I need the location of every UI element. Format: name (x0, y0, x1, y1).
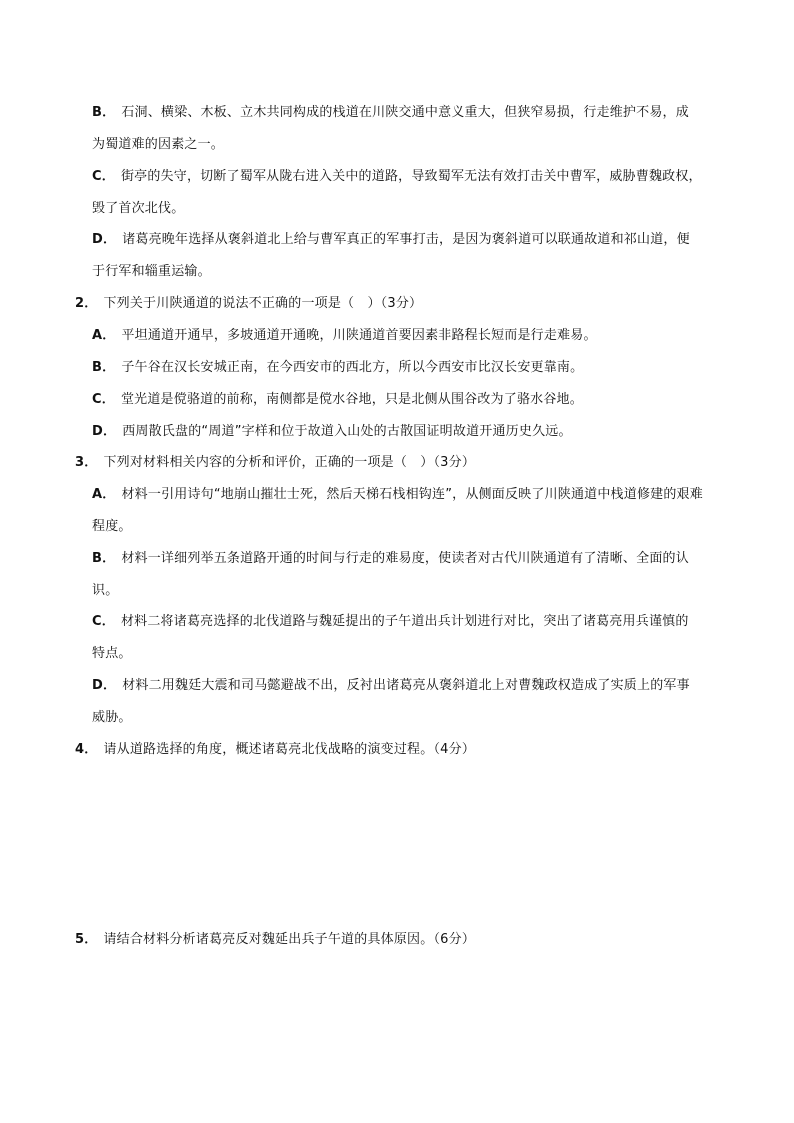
q3-option-a-line-1 (92, 486, 703, 504)
prev-option-d-line-1 (92, 231, 690, 249)
question-5-stem (75, 931, 475, 949)
option-text: 材料二用魏廷大震和司马懿避战不出，反衬出诸葛亮从褒斜道北上对曹魏政权造成了实质上的军事 (122, 678, 690, 693)
option-label: D． (92, 424, 117, 439)
option-label: C． (92, 392, 115, 407)
question-text: 下列对材料相关内容的分析和评价，正确的一项是（ ）（3分） (103, 455, 476, 470)
question-text: 请从道路选择的角度，概述诸葛亮北伐战略的演变过程。（4分） (103, 742, 476, 757)
option-text: 石洞、横梁、木板、立木共同构成的栈道在川陕交通中意义重大，但狭窄易损，行走维护不易，成 (121, 105, 689, 120)
q3-option-d-line-2: 威胁。 (92, 710, 132, 725)
q3-option-c-line-2: 特点。 (92, 646, 132, 661)
option-label: B． (92, 551, 116, 566)
prev-option-b-line-2: 为蜀道难的因素之一。 (92, 137, 225, 152)
question-number: 3． (75, 455, 98, 470)
option-label: B． (92, 105, 116, 120)
q3-option-b-line-2: 识。 (92, 583, 119, 598)
q3-option-c-line-1 (92, 613, 689, 631)
prev-option-b-line-1 (92, 104, 689, 122)
q2-option-c (92, 391, 583, 409)
question-number: 4． (75, 742, 98, 757)
question-text: 下列关于川陕通道的说法不正确的一项是（ ）（3分） (103, 296, 423, 311)
option-label: D． (92, 678, 117, 693)
option-label: D． (92, 232, 117, 247)
q2-option-a (92, 327, 597, 345)
option-label: A． (92, 487, 116, 502)
q2-option-d (92, 423, 572, 441)
option-text: 西周散氏盘的“周道”字样和位于故道入山处的古散国证明故道开通历史久远。 (122, 424, 572, 439)
option-text: 材料一详细列举五条道路开通的时间与行走的难易度，使读者对古代川陕通道有了清晰、全面的认 (121, 551, 689, 566)
q3-option-d-line-1 (92, 677, 690, 695)
option-text: 材料二将诸葛亮选择的北伐道路与魏延提出的子午道出兵计划进行对比，突出了诸葛亮用兵谨慎的 (120, 614, 689, 629)
option-label: A． (92, 328, 116, 343)
option-text: 诸葛亮晚年选择从褒斜道北上给与曹军真正的军事打击，是因为褒斜道可以联通故道和祁山道，便 (122, 232, 690, 247)
prev-option-c-line-1 (92, 168, 702, 186)
option-text: 街亭的失守，切断了蜀军从陇右进入关中的道路，导致蜀军无法有效打击关中曹军，威胁曹魏政权， (120, 169, 702, 184)
prev-option-c-line-2: 毁了首次北伐。 (92, 201, 185, 216)
option-text: 材料一引用诗句“地崩山摧壮士死，然后天梯石栈相钩连”，从侧面反映了川陕通道中栈道修建的艰难 (121, 487, 703, 502)
q3-option-a-line-2: 程度。 (92, 519, 132, 534)
option-label: C． (92, 169, 115, 184)
q2-option-b (92, 359, 583, 377)
option-text: 堂光道是傥骆道的前称，南侧都是傥水谷地，只是北侧从围谷改为了骆水谷地。 (120, 392, 583, 407)
question-2-stem (75, 295, 422, 313)
question-4-stem (75, 741, 475, 759)
option-text: 平坦通道开通早，多坡通道开通晚，川陕通道首要因素非路程长短而是行走难易。 (121, 328, 597, 343)
question-3-stem (75, 454, 475, 472)
option-label: C． (92, 614, 115, 629)
q3-option-b-line-1 (92, 550, 689, 568)
prev-option-d-line-2: 于行军和辎重运输。 (92, 264, 211, 279)
question-number: 5． (75, 932, 98, 947)
question-number: 2． (75, 296, 98, 311)
option-text: 子午谷在汉长安城正南，在今西安市的西北方，所以今西安市比汉长安更靠南。 (121, 360, 584, 375)
question-text: 请结合材料分析诸葛亮反对魏延出兵子午道的具体原因。（6分） (103, 932, 476, 947)
option-label: B． (92, 360, 116, 375)
